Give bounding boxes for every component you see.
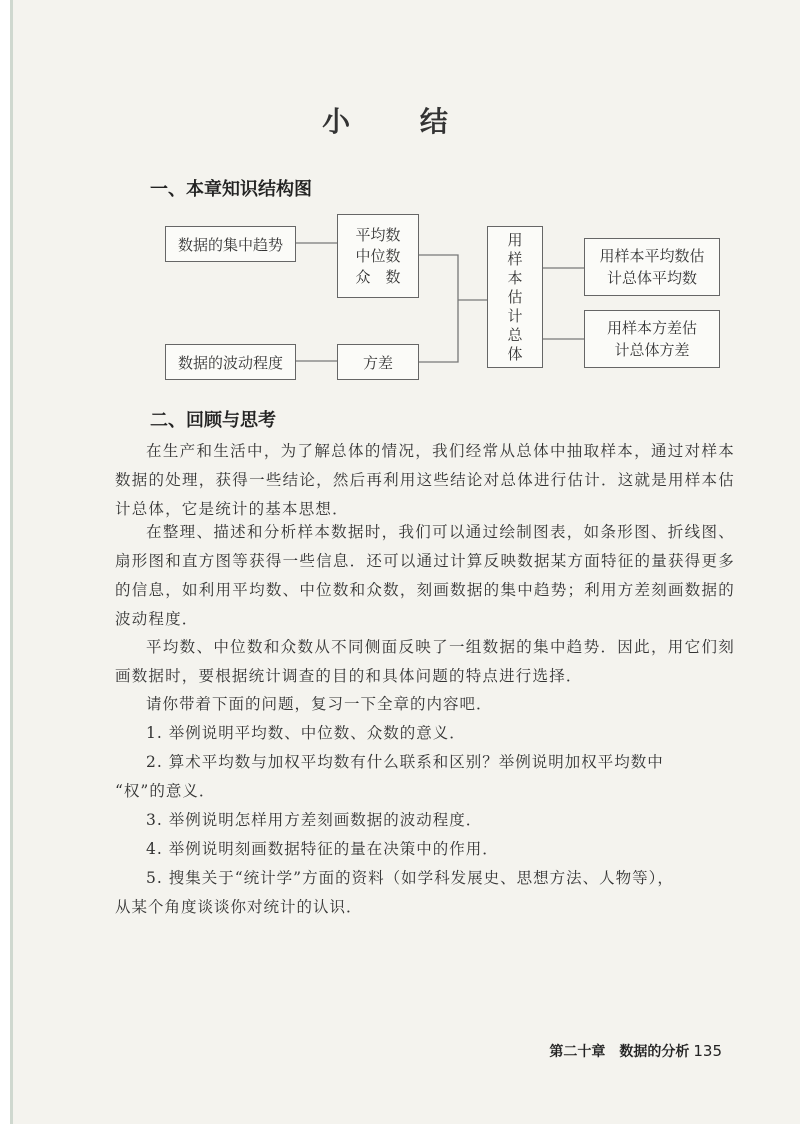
question-3: 3. 举例说明怎样用方差刻画数据的波动程度．: [146, 811, 483, 829]
estimate-char: 体: [507, 344, 523, 363]
question-5-cont: 从某个角度谈谈你对统计的认识．: [115, 898, 363, 916]
estimate-char: 估: [507, 287, 523, 306]
paragraph: 在生产和生活中，为了解总体的情况，我们经常从总体中抽取样本，通过对样本数据的处理，获得一些结论，然后再利用这些结论对总体进行估计．这就是用样本估计总体，它是统计的基本思想．: [115, 442, 735, 518]
box-variance-estimate: [584, 310, 720, 368]
page-footer: [549, 1041, 722, 1061]
question-2: 2. 算术平均数与加权平均数有什么联系和区别？举例说明加权平均数中: [146, 753, 664, 771]
box-mean-estimate: [584, 238, 720, 296]
measure-median: 中位数: [355, 246, 401, 265]
variance-estimate-line: 计总体方差: [614, 341, 690, 359]
box-dispersion: 数据的波动程度: [165, 344, 296, 380]
page-number: 135: [693, 1042, 722, 1060]
measure-mean: 平均数: [355, 225, 401, 244]
question-5: 5. 搜集关于“统计学”方面的资料（如学科发展史、思想方法、人物等），: [146, 869, 674, 887]
estimate-char: 用: [507, 230, 523, 249]
connector-merge: [419, 255, 458, 362]
box-central-tendency: 数据的集中趋势: [165, 226, 296, 262]
page-title: 小 结: [322, 105, 478, 138]
paragraph: 在整理、描述和分析样本数据时，我们可以通过绘制图表，如条形图、折线图、扇形图和直方图等获得一些信息．还可以通过计算反映数据某方面特征的量获得更多的信息，如利用平均数、中位数和众数，刻画数据的集中趋势；利用方差刻画数据的波动程度．: [115, 523, 735, 628]
review-prompt: 请你带着下面的问题，复习一下全章的内容吧．: [146, 695, 493, 713]
box-sample-estimate: [487, 226, 543, 368]
mean-estimate-line: 用样本平均数估: [599, 247, 705, 265]
question-2-cont: “权”的意义．: [115, 782, 216, 800]
estimate-char: 总: [507, 325, 523, 344]
box-variance: 方差: [337, 344, 419, 380]
mean-estimate-line: 计总体平均数: [606, 269, 697, 287]
question-1: 1. 举例说明平均数、中位数、众数的意义．: [146, 724, 466, 742]
question-4: 4. 举例说明刻画数据特征的量在决策中的作用．: [146, 840, 499, 858]
measure-mode: 众 数: [355, 267, 401, 286]
paragraph: 平均数、中位数和众数从不同侧面反映了一组数据的集中趋势．因此，用它们刻画数据时，要根据统计调查的目的和具体问题的特点进行选择．: [115, 638, 735, 685]
estimate-char: 计: [507, 306, 523, 325]
box-measures: [337, 214, 419, 298]
section-heading-structure: 一、本章知识结构图: [150, 179, 312, 200]
footer-chapter: 第二十章 数据的分析: [549, 1044, 690, 1060]
estimate-char: 本: [507, 268, 523, 287]
variance-estimate-line: 用样本方差估: [606, 319, 697, 337]
section-heading-review: 二、回顾与思考: [150, 410, 276, 431]
estimate-char: 样: [507, 249, 523, 268]
